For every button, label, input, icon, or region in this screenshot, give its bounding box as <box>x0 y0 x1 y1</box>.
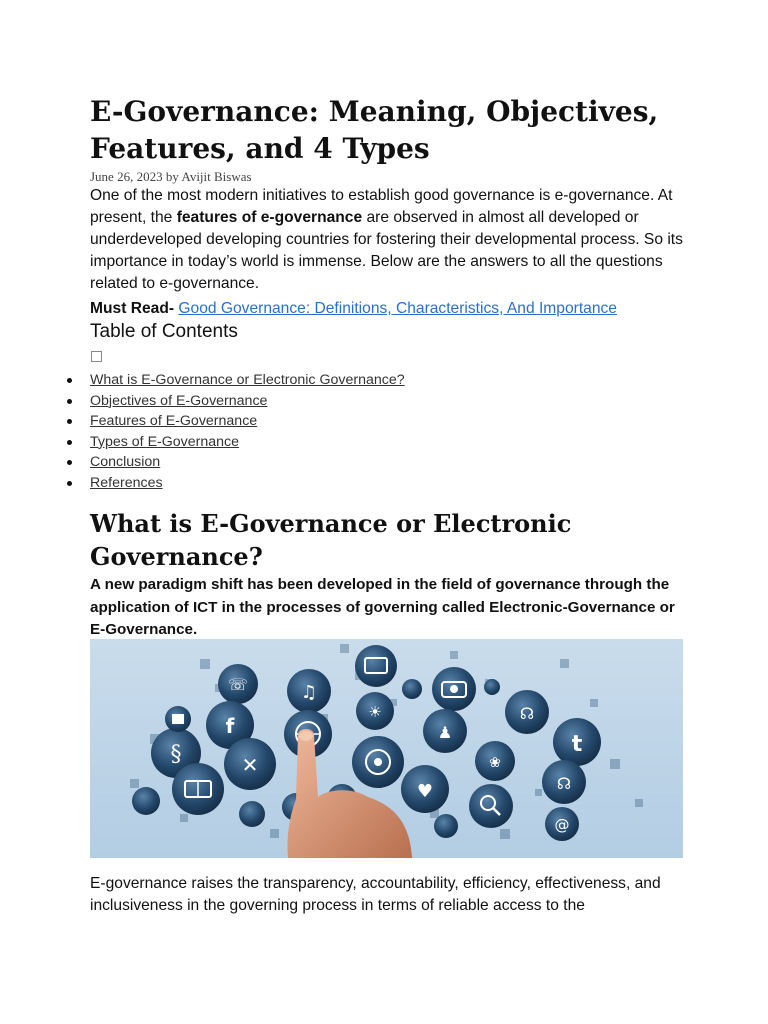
must-read <box>90 298 690 320</box>
twitter-icon <box>553 718 601 766</box>
bullet-icon <box>67 378 72 383</box>
toc-link[interactable]: References <box>90 474 163 491</box>
post-date: June 26, 2023 <box>90 169 163 184</box>
search-icon <box>469 784 513 828</box>
tools-icon <box>224 738 276 790</box>
intro-paragraph <box>90 185 690 295</box>
intro-bold: features of e-governance <box>176 209 363 226</box>
bullet-icon <box>67 419 72 424</box>
list-item <box>90 370 405 391</box>
svg-text:f: f <box>225 714 235 738</box>
svg-text:§: § <box>170 742 182 767</box>
section-heading: What is E-Governance or Electronic Governance? <box>90 509 572 571</box>
list-item <box>90 452 405 473</box>
bullet-icon <box>67 460 72 465</box>
toc-toggle-checkbox[interactable] <box>91 351 102 362</box>
toc-title: Table of Contents <box>90 321 238 342</box>
svg-text:☊: ☊ <box>556 774 572 793</box>
list-item <box>90 473 405 494</box>
toc-link[interactable]: Types of E-Governance <box>90 433 240 450</box>
list-item <box>90 391 405 412</box>
page-title: E-Governance: Meaning, Objectives, Features, and 4 Types <box>90 95 659 165</box>
body-paragraph: E-governance raises the transparency, accountability, efficiency, effectiveness, and inclusiveness in the governing process in terms of reliable access to the <box>90 875 661 914</box>
must-read-link[interactable]: Good Governance: Definitions, Characteristics, And Importance <box>178 300 617 317</box>
at-icon <box>545 807 579 841</box>
svg-text:♫: ♫ <box>300 682 318 703</box>
svg-text:☏: ☏ <box>227 675 249 694</box>
svg-text:☊: ☊ <box>519 704 535 723</box>
headset-icon <box>542 760 586 804</box>
must-read-label: Must Read- <box>90 300 175 317</box>
svg-text:♟: ♟ <box>437 723 453 742</box>
chat-icon <box>218 664 258 704</box>
toc-link[interactable]: Features of E-Governance <box>90 413 258 430</box>
byline-by: by <box>165 169 179 184</box>
post-author: Avijit Biswas <box>181 169 252 184</box>
lightbulb-icon <box>356 692 394 730</box>
toc-link[interactable]: Objectives of E-Governance <box>90 392 268 409</box>
network-icon <box>352 736 404 788</box>
toc-list <box>90 370 405 494</box>
bullet-icon <box>67 481 72 486</box>
list-item <box>90 411 405 432</box>
list-item <box>90 432 405 453</box>
svg-text:@: @ <box>554 816 570 834</box>
byline <box>90 169 252 185</box>
svg-text:✕: ✕ <box>241 753 259 777</box>
people-icon <box>423 709 467 753</box>
music-icon <box>287 669 331 713</box>
share-icon <box>475 741 515 781</box>
social-icons-illustration <box>90 639 683 858</box>
folder-icon <box>165 706 191 732</box>
toc-link[interactable]: Conclusion <box>90 454 161 471</box>
svg-text:t: t <box>571 732 583 757</box>
book-icon <box>172 763 224 815</box>
bullet-icon <box>67 399 72 404</box>
podcast-icon <box>505 690 549 734</box>
intro-text-2: are observed in almost all developed or underdeveloped developing countries for fostering their developmental process. So its importance in today’s world is immense. Below are the answers to all the questions related to e-governance. <box>90 209 683 292</box>
camera-icon <box>432 667 476 711</box>
hero-image <box>90 639 683 858</box>
svg-text:♥: ♥ <box>416 781 434 802</box>
svg-text:☀: ☀ <box>368 703 382 721</box>
bullet-icon <box>67 440 72 445</box>
tv-icon <box>355 645 397 687</box>
intro-text-1: One of the most modern initiatives to establish good governance is e-governance. At present, the <box>90 187 673 226</box>
heart-icon <box>401 765 449 813</box>
toc-link[interactable]: What is E-Governance or Electronic Governance? <box>90 372 405 388</box>
section-lead: A new paradigm shift has been developed in the field of governance through the application of ICT in the processes of governing called Electronic-Governance or E-Governance. <box>90 576 675 638</box>
svg-text:❀: ❀ <box>489 755 501 771</box>
